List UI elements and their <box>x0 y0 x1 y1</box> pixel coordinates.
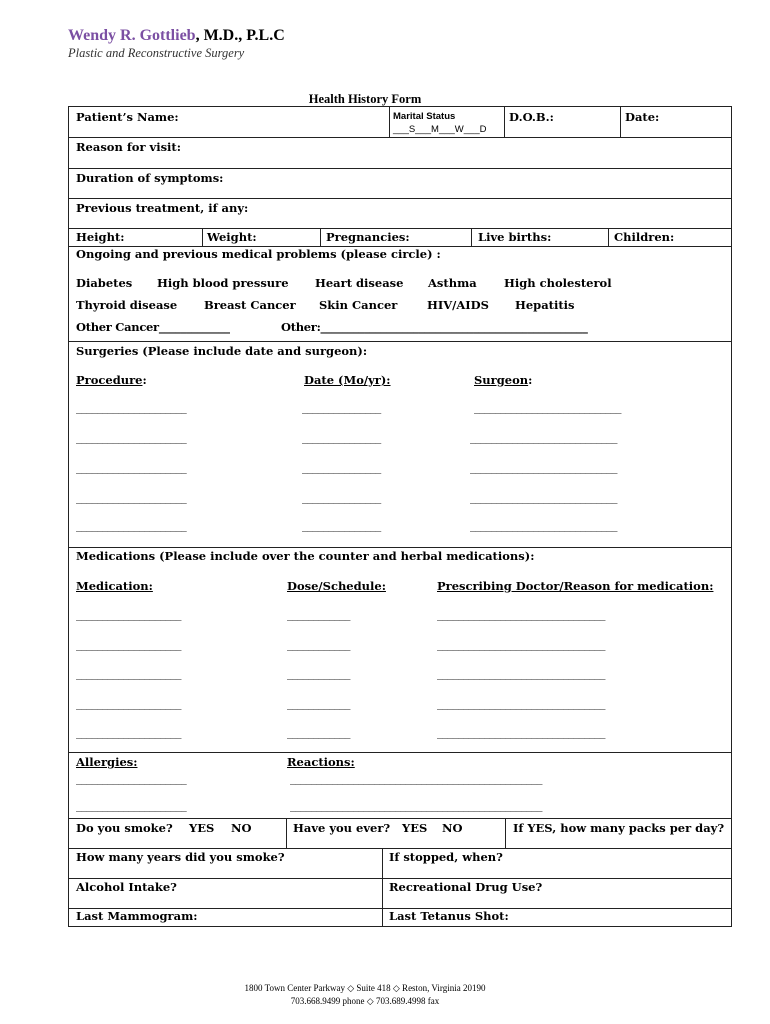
smoking-row <box>68 819 732 849</box>
surgery-date-blank[interactable]: _______________ <box>302 400 381 414</box>
problem-heart-disease[interactable]: Heart disease <box>315 276 404 290</box>
medications-section <box>68 548 732 753</box>
prescribing-blank[interactable]: ________________________________ <box>437 637 605 651</box>
surgery-procedure-blank[interactable]: _____________________ <box>76 490 187 504</box>
prescribing-blank[interactable]: ________________________________ <box>437 725 605 739</box>
patient-name-label: Patient’s Name: <box>76 110 179 124</box>
surgeon-colon: : <box>528 373 533 387</box>
dose-blank[interactable]: ____________ <box>287 666 350 680</box>
alcohol-label: Alcohol Intake? <box>76 880 177 894</box>
problem-skin-cancer[interactable]: Skin Cancer <box>319 298 398 312</box>
patient-info-row <box>68 106 732 138</box>
doctor-credentials: , M.D., P.L.C <box>195 27 285 44</box>
surgery-procedure-blank[interactable]: _____________________ <box>76 460 187 474</box>
previous-treatment-row[interactable] <box>68 199 732 229</box>
medications-label: Medications (Please include over the counter and herbal medications): <box>76 549 535 563</box>
if-stopped-label: If stopped, when? <box>389 850 503 864</box>
problem-thyroid-disease[interactable]: Thyroid disease <box>76 298 178 312</box>
surgery-date-blank[interactable]: _______________ <box>302 518 381 532</box>
packs-per-day-label: If YES, how many packs per day? <box>513 821 725 835</box>
problem-asthma[interactable]: Asthma <box>428 276 477 290</box>
dose-blank[interactable]: ____________ <box>287 637 350 651</box>
surgeries-label: Surgeries (Please include date and surgeon): <box>76 344 368 358</box>
dose-schedule-header: Dose/Schedule: <box>287 579 386 593</box>
footer-phone-line: 703.668.9499 phone ◇ 703.689.4998 fax <box>290 996 440 1006</box>
surgery-surgeon-blank[interactable]: ____________________________ <box>470 460 617 474</box>
medication-blank[interactable]: ____________________ <box>76 666 181 680</box>
height-label: Height: <box>76 230 125 244</box>
marital-status-options[interactable]: ___S___M___W___D <box>393 124 487 135</box>
pregnancies-label: Pregnancies: <box>326 230 410 244</box>
allergies-header: Allergies: <box>76 755 138 769</box>
dose-blank[interactable]: ____________ <box>287 607 350 621</box>
surgeries-section <box>68 342 732 548</box>
ever-no-option[interactable]: NO <box>442 821 463 835</box>
mammogram-row <box>68 909 732 927</box>
years-smoke-row <box>68 849 732 879</box>
live-births-label: Live births: <box>478 230 552 244</box>
years-smoke-label: How many years did you smoke? <box>76 850 285 864</box>
prescribing-blank[interactable]: ________________________________ <box>437 607 605 621</box>
procedure-colon: : <box>142 373 147 387</box>
dob-label: D.O.B.: <box>509 110 554 124</box>
surgery-date-blank[interactable]: _______________ <box>302 460 381 474</box>
medication-blank[interactable]: ____________________ <box>76 637 181 651</box>
procedure-header: Procedure <box>76 373 143 387</box>
surgery-surgeon-blank[interactable]: ____________________________ <box>470 430 617 444</box>
medication-blank[interactable]: ____________________ <box>76 696 181 710</box>
duration-label: Duration of symptoms: <box>76 171 224 185</box>
problem-diabetes[interactable]: Diabetes <box>76 276 133 290</box>
medical-problems-section <box>68 247 732 342</box>
smoke-question: Do you smoke? <box>76 821 173 835</box>
children-label: Children: <box>614 230 675 244</box>
weight-label: Weight: <box>207 230 257 244</box>
reason-label: Reason for visit: <box>76 140 181 154</box>
problem-high-blood-pressure[interactable]: High blood pressure <box>157 276 289 290</box>
mammogram-label: Last Mammogram: <box>76 909 198 923</box>
problem-hepatitis[interactable]: Hepatitis <box>515 298 575 312</box>
medication-header: Medication: <box>76 579 153 593</box>
surgery-date-blank[interactable]: _______________ <box>302 490 381 504</box>
allergy-blank[interactable]: _____________________ <box>76 798 187 812</box>
reaction-blank[interactable]: ________________________________________________ <box>290 771 542 785</box>
tetanus-label: Last Tetanus Shot: <box>389 909 509 923</box>
practice-name <box>68 27 285 45</box>
surgery-procedure-blank[interactable]: _____________________ <box>76 400 187 414</box>
ever-yes-option[interactable]: YES <box>402 821 428 835</box>
prescribing-header: Prescribing Doctor/Reason for medication: <box>437 579 714 593</box>
prescribing-blank[interactable]: ________________________________ <box>437 666 605 680</box>
date-label: Date: <box>625 110 660 124</box>
surgeon-header: Surgeon <box>474 373 529 387</box>
surgery-surgeon-blank[interactable]: ____________________________ <box>470 490 617 504</box>
allergy-blank[interactable]: _____________________ <box>76 771 187 785</box>
surgery-surgeon-blank[interactable]: ____________________________ <box>470 518 617 532</box>
problem-high-cholesterol[interactable]: High cholesterol <box>504 276 612 290</box>
smoke-yes-option[interactable]: YES <box>189 821 215 835</box>
other-cancer-field[interactable]: Other Cancer_____________ <box>76 320 230 334</box>
dose-blank[interactable]: ____________ <box>287 725 350 739</box>
medical-problems-label: Ongoing and previous medical problems (please circle) : <box>76 247 441 261</box>
medication-blank[interactable]: ____________________ <box>76 725 181 739</box>
reaction-blank[interactable]: ________________________________________________ <box>290 798 542 812</box>
medication-blank[interactable]: ____________________ <box>76 607 181 621</box>
problem-hiv-aids[interactable]: HIV/AIDS <box>427 298 489 312</box>
surgery-surgeon-blank[interactable]: ____________________________ <box>474 400 621 414</box>
previous-treatment-label: Previous treatment, if any: <box>76 201 249 215</box>
surgery-date-blank[interactable]: _______________ <box>302 430 381 444</box>
duration-row[interactable] <box>68 169 732 199</box>
problem-breast-cancer[interactable]: Breast Cancer <box>204 298 296 312</box>
have-you-ever-question: Have you ever? <box>293 821 391 835</box>
practice-subtitle: Plastic and Reconstructive Surgery <box>68 46 245 60</box>
prescribing-blank[interactable]: ________________________________ <box>437 696 605 710</box>
recreational-drug-label: Recreational Drug Use? <box>389 880 543 894</box>
allergies-section <box>68 753 732 819</box>
footer-address <box>0 982 730 1008</box>
vitals-row <box>68 229 732 247</box>
smoke-no-option[interactable]: NO <box>231 821 252 835</box>
doctor-name: Wendy R. Gottlieb <box>68 27 196 44</box>
dose-blank[interactable]: ____________ <box>287 696 350 710</box>
form-title: Health History Form <box>308 92 422 106</box>
reactions-header: Reactions: <box>287 755 355 769</box>
surgery-procedure-blank[interactable]: _____________________ <box>76 430 187 444</box>
marital-status-label: Marital Status <box>393 111 456 122</box>
alcohol-row <box>68 879 732 909</box>
footer-address-line: 1800 Town Center Parkway ◇ Suite 418 ◇ Reston, Virginia 20190 <box>244 983 486 993</box>
date-moyr-header: Date (Mo/yr): <box>304 373 391 387</box>
surgery-procedure-blank[interactable]: _____________________ <box>76 518 187 532</box>
reason-row[interactable] <box>68 138 732 169</box>
other-problem-field[interactable]: Other:_________________________________________________ <box>281 320 588 334</box>
